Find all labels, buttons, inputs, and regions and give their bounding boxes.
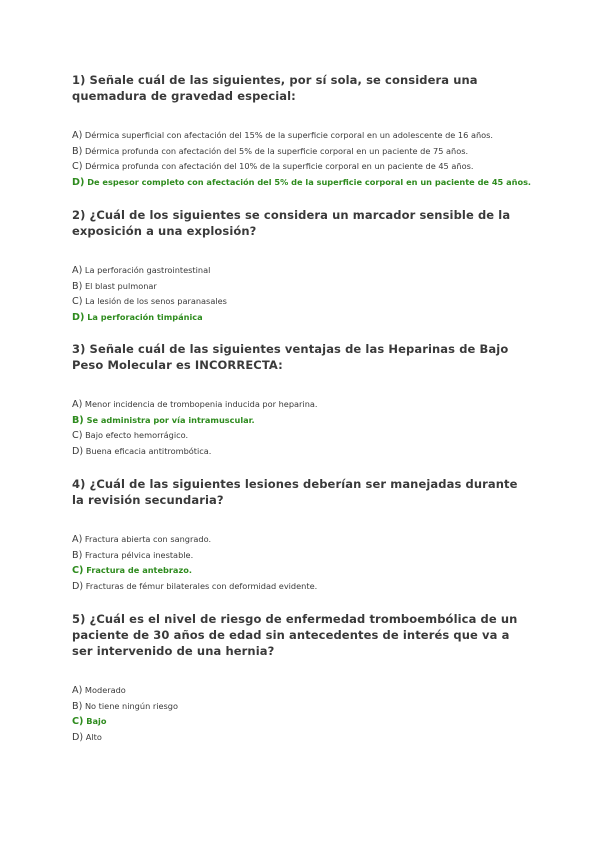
option-b-correct xyxy=(72,413,532,429)
option-letter: D) xyxy=(72,176,85,188)
option-letter: D) xyxy=(72,580,84,592)
answer-options xyxy=(72,683,532,745)
question-4 xyxy=(72,476,532,594)
option-letter: C) xyxy=(72,716,84,727)
option-text: Dérmica profunda con afectación del 10% de la superficie corporal en un paciente de 45 años. xyxy=(85,161,474,171)
option-b xyxy=(72,279,532,295)
option-letter: A) xyxy=(72,534,83,545)
option-text: Fractura de antebrazo. xyxy=(86,565,192,575)
question-title: 3) Señale cuál de las siguientes ventajas de las Heparinas de Bajo Peso Molecular es INCORRECTA: xyxy=(72,342,509,372)
answer-options xyxy=(72,532,532,594)
option-text: Dérmica superficial con afectación del 15% de la superficie corporal en un adolescente de 16 años. xyxy=(84,130,494,140)
option-text: Se administra por vía intramuscular. xyxy=(86,414,255,425)
option-letter: B) xyxy=(72,280,83,292)
option-c xyxy=(72,294,532,310)
answer-options xyxy=(72,397,532,459)
answer-options xyxy=(72,263,532,325)
option-a xyxy=(72,397,532,413)
option-text: Buena eficacia antitrombótica. xyxy=(85,445,212,456)
option-letter: B) xyxy=(72,700,83,712)
option-c-correct xyxy=(72,714,532,730)
option-letter: C) xyxy=(72,565,84,576)
option-text: Dérmica profunda con afectación del 5% de la superficie corporal en un paciente de 75 años. xyxy=(84,145,469,156)
option-letter: B) xyxy=(72,549,83,561)
option-c xyxy=(72,159,532,175)
option-text: La perforación timpánica xyxy=(87,311,203,322)
option-text: Fractura abierta con sangrado. xyxy=(84,534,212,544)
question-2 xyxy=(72,207,532,325)
option-letter: A) xyxy=(72,265,83,276)
option-letter: D) xyxy=(72,731,84,743)
option-letter: A) xyxy=(72,130,83,141)
option-c-correct xyxy=(72,563,532,579)
option-text: Moderado xyxy=(84,685,126,695)
option-letter: C) xyxy=(72,161,83,172)
option-text: No tiene ningún riesgo xyxy=(84,700,179,711)
option-b xyxy=(72,699,532,715)
option-d xyxy=(72,730,532,746)
option-a xyxy=(72,263,532,279)
option-text: Bajo efecto hemorrágico. xyxy=(85,430,189,440)
question-title: 4) ¿Cuál de las siguientes lesiones deberían ser manejadas durante la revisión secundaria? xyxy=(72,477,518,507)
option-letter: A) xyxy=(72,399,83,410)
option-a xyxy=(72,128,532,144)
question-3 xyxy=(72,341,532,459)
option-d xyxy=(72,579,532,595)
option-letter: B) xyxy=(72,414,84,426)
option-letter: C) xyxy=(72,430,83,441)
option-text: Menor incidencia de trombopenia inducida por heparina. xyxy=(84,399,318,409)
option-letter: D) xyxy=(72,311,85,323)
question-title: 5) ¿Cuál es el nivel de riesgo de enfermedad tromboembólica de un paciente de 30 años de edad sin antecedentes de interés que va a ser intervenido de una hernia? xyxy=(72,612,518,658)
question-title: 2) ¿Cuál de los siguientes se considera un marcador sensible de la exposición a una explosión? xyxy=(72,208,511,238)
option-text: Fractura pélvica inestable. xyxy=(84,549,194,560)
option-text: El blast pulmonar xyxy=(84,280,157,291)
option-a xyxy=(72,532,532,548)
option-letter: A) xyxy=(72,685,83,696)
option-letter: C) xyxy=(72,296,83,307)
option-d-correct xyxy=(72,175,532,191)
option-text: La lesión de los senos paranasales xyxy=(85,296,227,306)
question-5 xyxy=(72,611,532,745)
option-text: Fracturas de fémur bilaterales con deformidad evidente. xyxy=(85,580,318,591)
option-d-correct xyxy=(72,310,532,326)
option-text: Alto xyxy=(85,731,102,742)
option-letter: B) xyxy=(72,145,83,157)
option-d xyxy=(72,444,532,460)
option-text: La perforación gastrointestinal xyxy=(84,265,211,275)
question-1 xyxy=(72,72,532,190)
option-c xyxy=(72,428,532,444)
option-b xyxy=(72,144,532,160)
question-title: 1) Señale cuál de las siguientes, por sí sola, se considera una quemadura de gravedad especial: xyxy=(72,73,478,103)
option-letter: D) xyxy=(72,445,84,457)
option-text: De espesor completo con afectación del 5% de la superficie corporal en un paciente de 45 años. xyxy=(87,176,532,187)
option-b xyxy=(72,548,532,564)
answer-options xyxy=(72,128,532,190)
option-a xyxy=(72,683,532,699)
option-text: Bajo xyxy=(86,716,107,726)
